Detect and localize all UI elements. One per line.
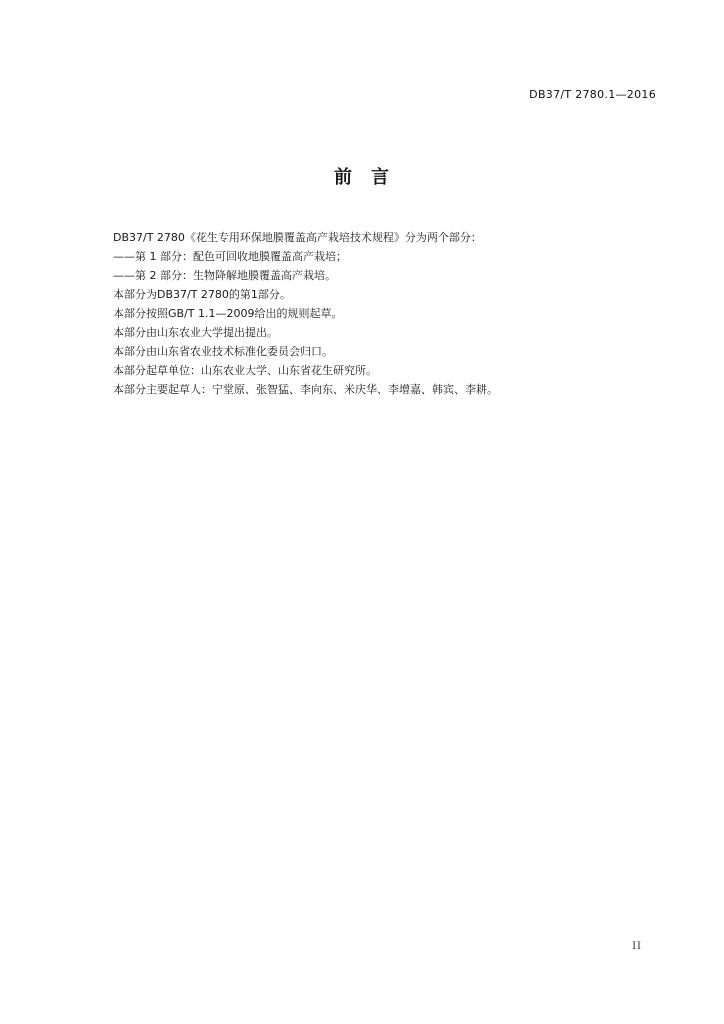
- standard-code-header: DB37/T 2780.1—2016: [529, 88, 656, 101]
- foreword-paragraph-drafters: 本部分主要起草人：宁堂原、张智猛、李向东、米庆华、李增嘉、韩宾、李耕。: [113, 383, 498, 396]
- foreword-paragraph-drafting-units: 本部分起草单位：山东农业大学、山东省花生研究所。: [113, 364, 377, 377]
- section-title: [0, 163, 724, 189]
- foreword-paragraph-centralized-by: 本部分由山东省农业技术标准化委员会归口。: [113, 345, 333, 358]
- section-title-char-1: 前: [334, 167, 353, 188]
- foreword-body: [113, 228, 633, 399]
- foreword-paragraph-parts-intro: DB37/T 2780《花生专用环保地膜覆盖高产栽培技术规程》分为两个部分：: [113, 231, 482, 244]
- foreword-paragraph-part-2: ——第 2 部分：生物降解地膜覆盖高产栽培。: [113, 269, 336, 282]
- foreword-paragraph-proposed-by: 本部分由山东农业大学提出提出。: [113, 326, 278, 339]
- foreword-paragraph-part-1: ——第 1 部分：配色可回收地膜覆盖高产栽培；: [113, 250, 347, 263]
- foreword-paragraph-drafting-rules: 本部分按照GB/T 1.1—2009给出的规则起草。: [113, 307, 343, 320]
- foreword-paragraph-this-part: 本部分为DB37/T 2780的第1部分。: [113, 288, 291, 301]
- page-number: II: [632, 941, 642, 952]
- section-title-char-2: 言: [371, 167, 390, 188]
